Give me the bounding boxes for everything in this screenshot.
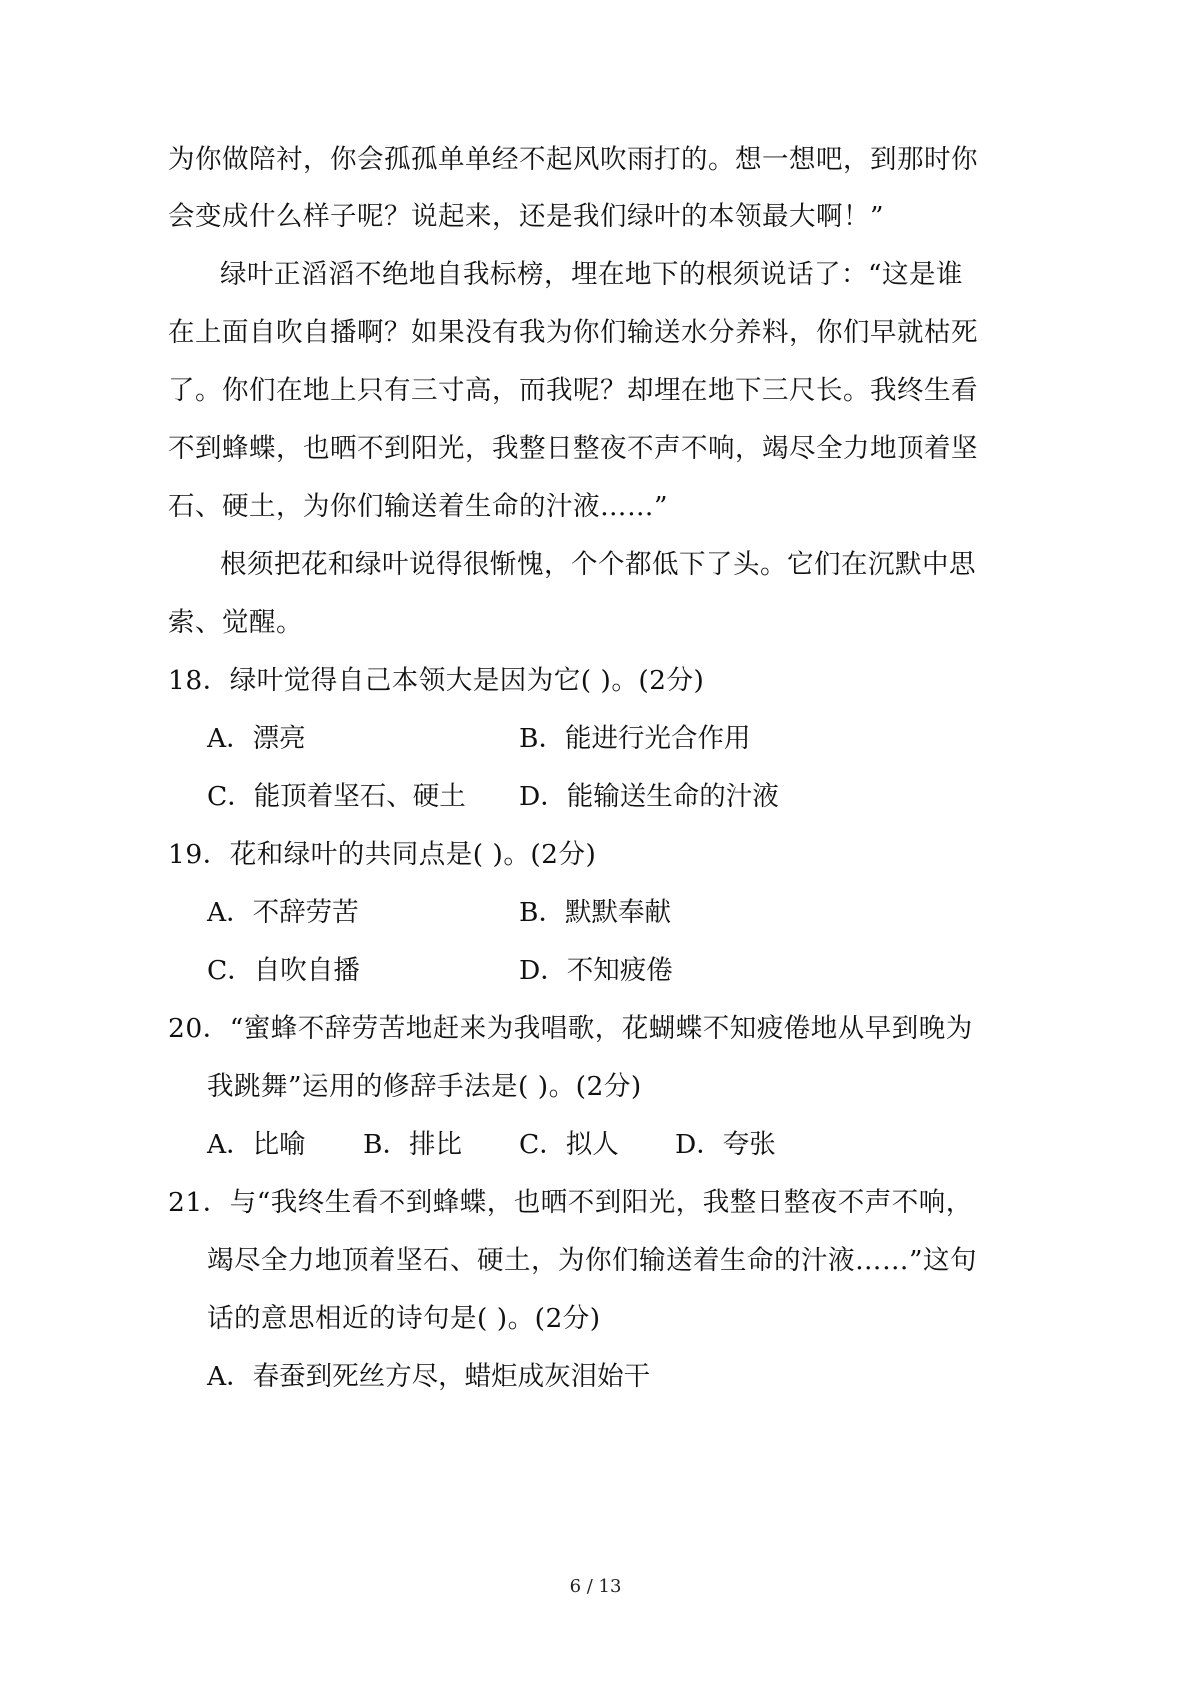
- passage-line: 会变成什么样子呢？说起来，还是我们绿叶的本领最大啊！”: [168, 201, 885, 232]
- question-18-option-b: B．能进行光合作用: [519, 723, 751, 754]
- question-21-option-a: A．春蚕到死丝方尽，蜡炬成灰泪始干: [207, 1361, 651, 1392]
- question-18-option-c: C．能顶着坚石、硬土: [207, 781, 466, 812]
- question-19-option-c: C．自吹自播: [207, 955, 360, 986]
- question-18-option-a: A．漂亮: [207, 723, 306, 754]
- question-20-option-c: C．拟人: [519, 1129, 619, 1160]
- passage-line: 石、硬土，为你们输送着生命的汁液……”: [168, 491, 669, 522]
- passage-line: 为你做陪衬，你会孤孤单单经不起风吹雨打的。想一想吧，到那时你: [168, 144, 978, 175]
- passage-line: 不到蜂蝶，也晒不到阳光，我整日整夜不声不响，竭尽全力地顶着坚: [168, 433, 978, 464]
- question-20-option-d: D．夸张: [675, 1129, 776, 1160]
- passage-line: 了。你们在地上只有三寸高，而我呢？却埋在地下三尺长。我终生看: [168, 375, 978, 406]
- passage-line: 在上面自吹自播啊？如果没有我为你们输送水分养料，你们早就枯死: [168, 317, 978, 348]
- passage-line: 根须把花和绿叶说得很惭愧，个个都低下了头。它们在沉默中思: [220, 549, 976, 580]
- question-19-option-b: B．默默奉献: [519, 897, 671, 928]
- passage-line: 绿叶正滔滔不绝地自我标榜，埋在地下的根须说话了：“这是谁: [220, 259, 964, 290]
- question-19-stem: 19．花和绿叶的共同点是( )。(2分): [168, 839, 597, 870]
- question-20-stem-continued: 我跳舞”运用的修辞手法是( )。(2分): [207, 1071, 642, 1102]
- question-20-stem: 20．“蜜蜂不辞劳苦地赶来为我唱歌，花蝴蝶不知疲倦地从早到晚为: [168, 1013, 973, 1044]
- question-20-option-b: B．排比: [363, 1129, 462, 1160]
- question-18-option-d: D．能输送生命的汁液: [519, 781, 779, 812]
- question-19-option-a: A．不辞劳苦: [207, 897, 359, 928]
- question-19-option-d: D．不知疲倦: [519, 955, 673, 986]
- question-20-option-a: A．比喻: [207, 1129, 306, 1160]
- question-18-stem: 18．绿叶觉得自己本领大是因为它( )。(2分): [168, 665, 705, 696]
- question-21-stem-continued: 话的意思相近的诗句是( )。(2分): [207, 1303, 601, 1334]
- question-21-stem-continued: 竭尽全力地顶着坚石、硬土，为你们输送着生命的汁液……”这句: [207, 1245, 978, 1276]
- page-number: 6 / 13: [569, 1576, 622, 1597]
- question-21-stem: 21．与“我终生看不到蜂蝶，也晒不到阳光，我整日整夜不声不响，: [168, 1187, 973, 1218]
- passage-line: 索、觉醒。: [168, 607, 303, 638]
